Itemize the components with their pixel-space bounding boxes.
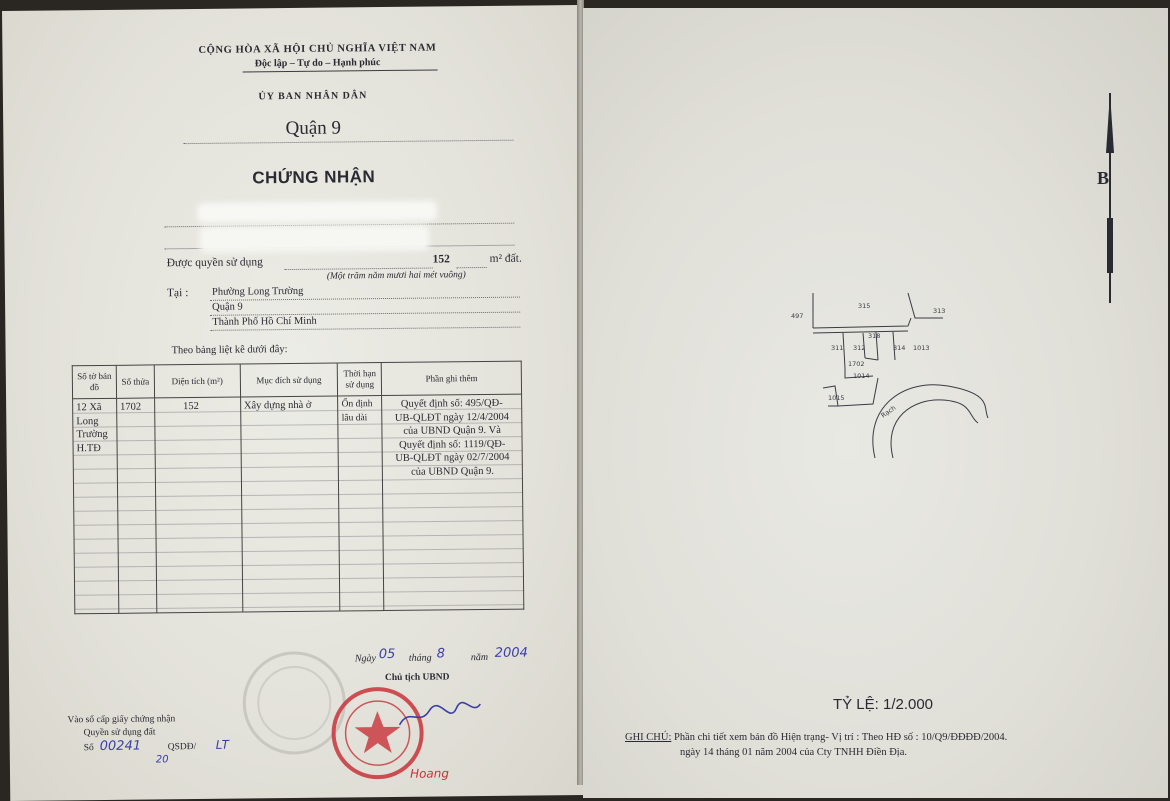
map-label: 312 [853,344,866,352]
header-motto: Độc lập – Tự do – Hạnh phúc [254,57,381,70]
note-label: GHI CHÚ: [625,732,672,743]
col-header-term: Thời hạn sử dụng [338,363,382,396]
cell-parcel: 1702 [117,398,157,613]
area-in-words: (Một trăm năm mươi hai mét vuông) [326,270,466,282]
col-header-notes: Phần ghi thêm [382,361,522,395]
table-intro: Theo bảng liệt kê dưới đây: [171,344,288,357]
cell-map-sheet: 12 Xã Long Trường H.TĐ [73,398,119,613]
redacted-owner-name [197,200,437,223]
certificate-title: CHỨNG NHẬN [252,167,376,188]
map-label: 318 [868,332,881,340]
date-year-label: năm [470,651,489,664]
map-label: 497 [791,312,804,320]
location-label: Tại : [166,287,189,300]
col-header-purpose: Mục đích sử dụng [240,363,338,397]
location-ward: Phường Long Trường [211,285,304,298]
date-day: 05 [378,646,396,663]
signer-title: Chủ tịch UBND [384,672,450,684]
location-city: Thành Phố Hồ Chí Minh [212,315,317,328]
certificate-left-page [2,5,586,801]
location-district: Quận 9 [212,301,243,313]
cell-area: 152 [154,397,242,613]
map-label: 314 [893,344,906,352]
note-text: Phần chi tiết xem bản đồ Hiện trạng- Vị trí : Theo HĐ số : 10/Q9/ĐĐĐĐ/2004. [674,732,1008,743]
registry-line1: Vào sổ cấp giấy chứng nhận [67,714,176,726]
registry-code: LT [215,737,229,752]
col-header-parcel: Số thửa [116,365,154,398]
area-unit: m² đất. [489,252,522,265]
issuer: ỦY BAN NHÂN DÂN [258,90,368,103]
map-note [625,730,1145,760]
usage-prefix: Được quyền sử dụng [166,256,263,270]
map-label: 1014 [853,372,870,380]
col-header-area: Diện tích (m²) [154,364,240,398]
cell-notes: Quyết định số: 495/QĐ-UB-QLĐT ngày 12/4/2004 của UBND Quận 9. Và Quyết định số: 1119/QĐ-UB-QLĐT ngày 02/7/2004 của UBND Quận 9. [382,394,524,610]
note-line2: ngày 14 tháng 01 năm 2004 của Cty TNHH Điền Địa. [680,747,907,758]
registry-extra: 20 [155,754,169,766]
certificate-right-page [583,8,1168,798]
map-label: Rạch [879,403,898,420]
map-label: 1015 [828,394,845,402]
cell-term: Ổn định lâu dài [338,396,384,611]
map-scale: TỶ LỆ: 1/2.000 [832,696,934,713]
redacted-owner-name [199,225,429,253]
col-header-map-sheet: Số tờ bản đồ [72,365,116,398]
registry-prefix: Số [83,743,94,754]
map-label: 313 [933,307,946,315]
date-month: 8 [436,646,446,662]
table-row [73,394,524,614]
dotted-line [457,266,487,268]
header-country: CỘNG HÒA XÃ HỘI CHỦ NGHĨA VIỆT NAM [198,42,437,56]
signature-scribble [394,696,484,737]
map-label: 311 [831,344,844,352]
registry-suffix: QSDĐ/ [167,742,197,753]
date-month-label: tháng [408,652,432,664]
dotted-line [285,267,433,271]
area-value: 152 [432,253,450,266]
map-label: 1702 [848,360,865,368]
date-year: 2004 [494,645,528,661]
registry-line2: Quyền sử dụng đất [83,727,156,739]
land-parcel-table [72,361,525,615]
cell-purpose: Xây dựng nhà ở [240,396,340,612]
table-header-row [72,361,521,399]
parcel-map-sketch [783,288,1003,468]
registry-number: 00241 [99,738,142,755]
north-arrow-icon [1095,93,1125,308]
district: Quận 9 [285,117,342,140]
date-prefix: Ngày [354,653,376,665]
map-label: 315 [858,302,871,310]
north-letter: B [1097,168,1110,188]
signature-name: Hoang [409,766,450,781]
dotted-line [210,311,520,316]
map-label: 1013 [913,344,930,352]
header-underline [243,69,438,72]
